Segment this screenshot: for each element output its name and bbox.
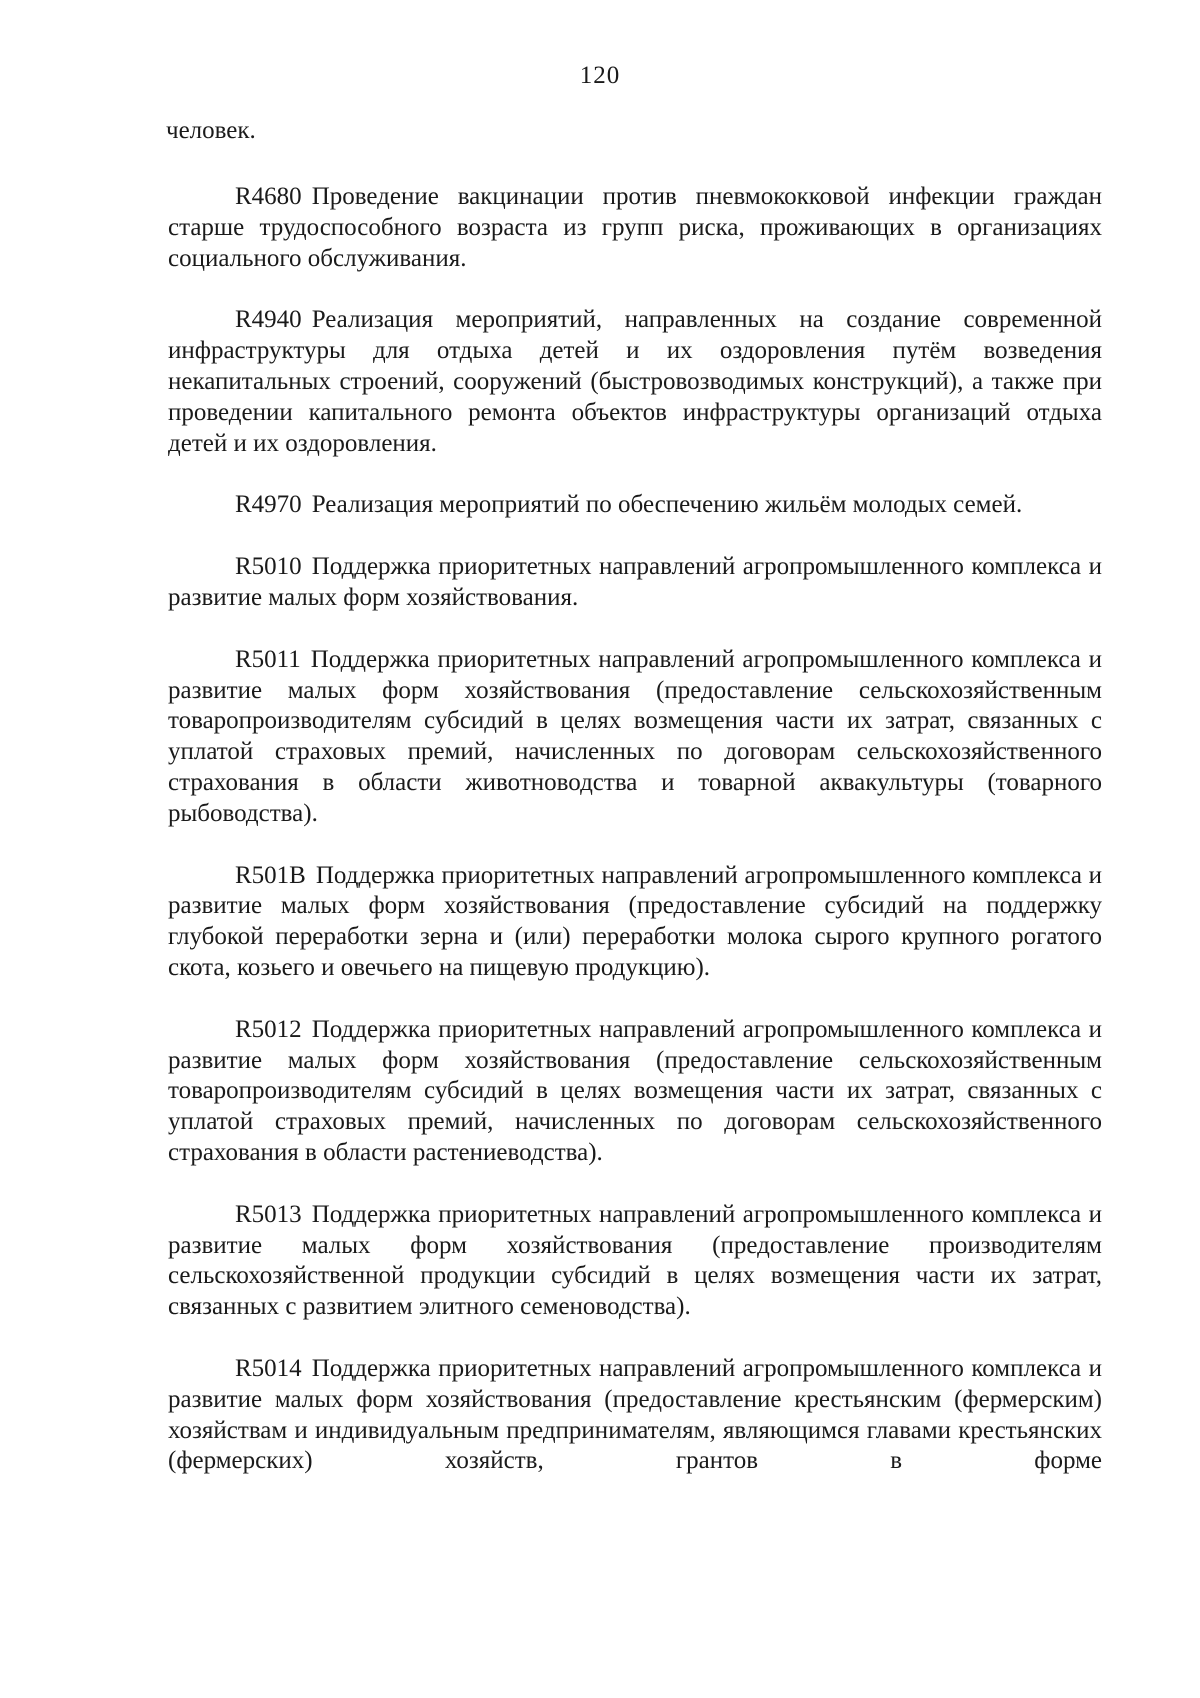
paragraph-code: R5012 [235,1015,302,1043]
paragraph-code: R4940 [235,306,302,334]
paragraph-code: R4970 [235,491,302,519]
paragraph-r501b [168,861,1102,984]
continuation-text: человек. [166,117,256,144]
paragraph-r5013 [168,1200,1102,1323]
paragraph-r5011 [168,645,1102,830]
paragraph-text: Поддержка приоритетных направлений агропромышленного комплекса и развитие малых форм хозяйствования. [168,553,1102,611]
paragraph-code: R5010 [235,553,302,581]
paragraph-code: R4680 [235,183,302,210]
paragraph-r4680 [168,182,1102,274]
paragraph-text: Поддержка приоритетных направлений агропромышленного комплекса и развитие малых форм хозяйствования (предоставление сельскохозяйственным товаропроизводителям субсидий в целях возмещения части их затрат, связанных с уплатой страховых премий, начисленных по договорам сельскохозяйственного страхования в области животноводства и товарной аквакультуры (товарного рыбоводства). [168,645,1102,827]
paragraph-text: Поддержка приоритетных направлений агропромышленного комплекса и развитие малых форм хозяйствования (предоставление сельскохозяйственным товаропроизводителям субсидий в целях возмещения части их затрат, связанных с уплатой страховых премий, начисленных по договорам сельскохозяйственного страхования в области растениеводства). [168,1015,1102,1166]
paragraph-r5010 [168,552,1102,614]
paragraph-text: Реализация мероприятий по обеспечению жильём молодых семей. [311,491,1023,519]
paragraph-text: Реализация мероприятий, направленных на создание современной инфраструктуры для отдыха детей и их оздоровления путём возведения некапитальных строений, сооружений (быстровозводимых конструкций), а также при проведении капитального ремонта объектов инфраструктуры организаций отдыха детей и их оздоровления. [168,306,1102,457]
paragraph-code: R5014 [235,1354,302,1382]
paragraph-r4970 [168,490,1102,521]
paragraph-r5012 [168,1015,1102,1169]
paragraph-r4940 [168,305,1102,459]
paragraph-text: Поддержка приоритетных направлений агропромышленного комплекса и развитие малых форм хозяйствования (предоставление субсидий на поддержку глубокой переработки зерна и (или) переработки молока сырого крупного рогатого скота, козьего и овечьего на пищевую продукцию). [168,861,1102,981]
document-body [168,182,1102,1508]
paragraph-text: Поддержка приоритетных направлений агропромышленного комплекса и развитие малых форм хозяйствования (предоставление производителям сельскохозяйственной продукции субсидий в целях возмещения части их затрат, связанных с развитием элитного семеноводства). [168,1200,1102,1321]
paragraph-text: Поддержка приоритетных направлений агропромышленного комплекса и развитие малых форм хозяйствования (предоставление крестьянским (фермерским) хозяйствам и индивидуальным предпринимателям, являющимся главами крестьянских (фермерских) хозяйств, грантов в форме [168,1354,1102,1475]
paragraph-code: R5011 [235,645,301,673]
paragraph-r5014 [168,1354,1102,1477]
paragraph-code: R501B [235,861,306,889]
paragraph-text: Проведение вакцинации против пневмококковой инфекции граждан старше трудоспособного возраста из групп риска, проживающих в организациях социального обслуживания. [168,183,1102,272]
page-number: 120 [579,62,621,89]
paragraph-code: R5013 [235,1200,302,1228]
